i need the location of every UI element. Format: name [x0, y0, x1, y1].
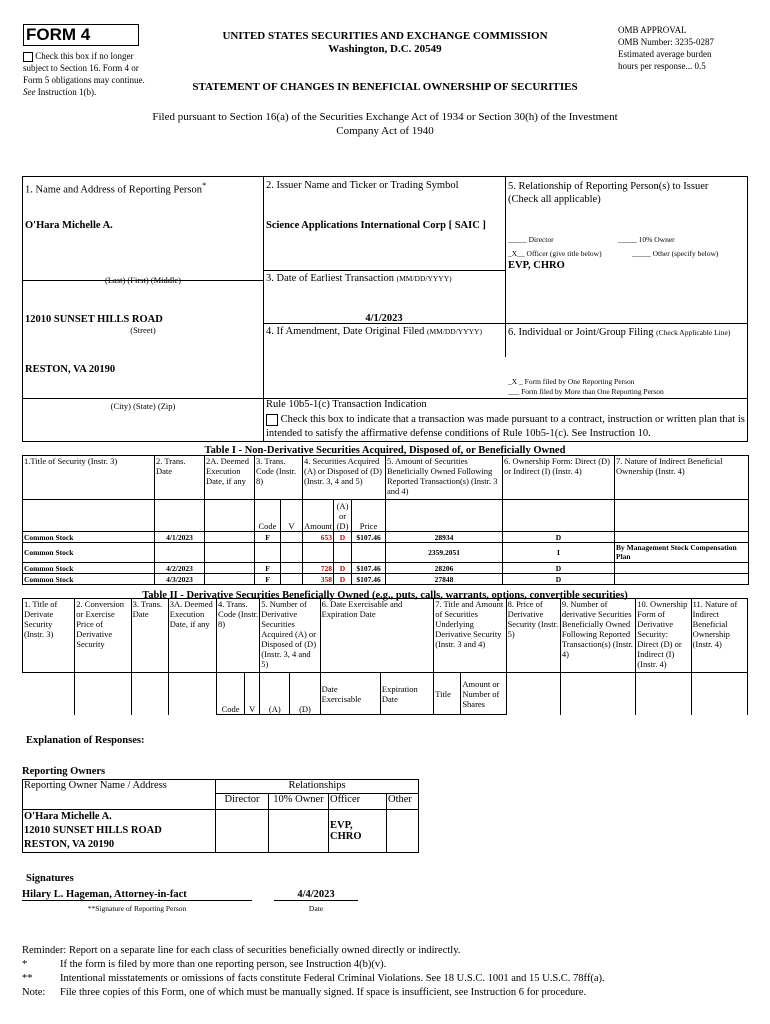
signature-date: 4/4/2023	[274, 889, 358, 901]
t2-h-deemed: 3A. Deemed Execution Date, if any	[168, 599, 216, 673]
t1-cell-v	[281, 574, 303, 585]
t1-cell-title: Common Stock	[23, 574, 155, 585]
t1-cell-code: F	[255, 532, 281, 543]
table2	[22, 598, 748, 715]
t2-h-date: 3. Trans. Date	[131, 599, 168, 673]
statement-title: STATEMENT OF CHANGES IN BENEFICIAL OWNERSHIP OF SECURITIES	[192, 81, 578, 93]
reporting-street: 12010 SUNSET HILLS ROAD	[25, 314, 163, 325]
box4-label-text: 4. If Amendment, Date Original Filed	[266, 326, 425, 337]
t1-cell-amount	[303, 543, 334, 563]
t1-cell-title: Common Stock	[23, 563, 155, 574]
date-caption: Date	[308, 904, 324, 913]
agency-location: Washington, D.C. 20549	[328, 43, 442, 55]
t2-h-number-owned: 9. Number of derivative Securities Beneficially Owned Following Reported Transaction(s) (Instr. 4)	[560, 599, 635, 673]
t1-cell-v	[281, 563, 303, 574]
reporting-person-name: O'Hara Michelle A.	[25, 220, 113, 231]
box6-label-text: 6. Individual or Joint/Group Filing	[508, 327, 654, 338]
top-boxes	[22, 176, 748, 442]
footer-star1: *	[22, 959, 28, 970]
box5-label2: (Check all applicable)	[508, 194, 601, 205]
t1-cell-amount: 358	[303, 574, 334, 585]
filed-by-more-option: ___ Form filed by More than One Reporting Person	[508, 387, 664, 396]
t2-h-title: 1. Title of Derivate Security (Instr. 3)	[23, 599, 75, 673]
t1-cell-deemed	[205, 543, 255, 563]
signatures-title: Signatures	[26, 873, 74, 884]
t1-cell-price: $107.46	[352, 532, 386, 543]
t2-sub-v: V	[245, 673, 260, 715]
table-row	[23, 563, 749, 574]
box3-label-small: (MM/DD/YYYY)	[396, 274, 452, 283]
street-caption: (Street)	[130, 325, 156, 335]
owner-row	[23, 810, 216, 853]
agency-name: UNITED STATES SECURITIES AND EXCHANGE COMMISSION	[222, 30, 548, 42]
signature-name: Hilary L. Hageman, Attorney-in-fact	[22, 889, 252, 901]
form-title: FORM 4	[23, 24, 139, 46]
rule-title: Rule 10b5-1(c) Transaction Indication	[266, 399, 427, 410]
t1-h-title: 1.Title of Security (Instr. 3)	[23, 456, 155, 500]
t2-h-code: 4. Trans. Code (Instr. 8)	[217, 599, 260, 673]
table1	[22, 455, 749, 585]
box3-label-text: 3. Date of Earliest Transaction	[266, 273, 395, 284]
omb-approval	[618, 24, 758, 72]
no-longer-subject-checkbox-text	[23, 50, 153, 98]
signature-caption: **Signature of Reporting Person	[87, 904, 187, 913]
t1-cell-deemed	[205, 563, 255, 574]
box6-label-small: (Check Applicable Line)	[656, 328, 731, 337]
t1-cell-ad	[334, 543, 352, 563]
t1-cell-title: Common Stock	[23, 532, 155, 543]
owners-title: Reporting Owners	[22, 766, 106, 777]
no-longer-subject-checkbox[interactable]	[23, 52, 33, 62]
t1-cell-nature	[615, 532, 749, 543]
t1-cell-form: I	[503, 543, 615, 563]
t1-h-deemed: 2A. Deemed Execution Date, if any	[205, 456, 255, 500]
t1-cell-price: $107.46	[352, 563, 386, 574]
t1-sub-amount: Amount	[303, 500, 334, 532]
footer-star2-text: Intentional misstatements or omissions of facts constitute Federal Criminal Violations. See 18 U.S.C. 1001 and 15 U.S.C. 78ff(a).	[60, 973, 605, 984]
footer-star1-text: If the form is filed by more than one reporting person, see Instruction 4(b)(v).	[60, 959, 387, 970]
t1-cell-amount: 728	[303, 563, 334, 574]
ten-pct-owner-option: _____ 10% Owner	[618, 235, 675, 244]
t1-cell-form: D	[503, 574, 615, 585]
box1-label	[25, 180, 206, 196]
t1-h-code: 3. Trans. Code (Instr. 8)	[255, 456, 303, 500]
issuer-name: Science Applications International Corp [ SAIC ]	[266, 220, 486, 231]
box4-label-small: (MM/DD/YYYY)	[426, 327, 482, 336]
t1-cell-owned: 2359.2051	[386, 543, 503, 563]
t1-cell-owned: 28206	[386, 563, 503, 574]
owners-col-ten: 10% Owner	[269, 794, 329, 810]
t2-h-exercisable: 6. Date Exercisable and Expiration Date	[320, 599, 434, 673]
t2-h-conversion: 2. Conversion or Exercise Price of Derivative Security	[75, 599, 131, 673]
table-row	[23, 532, 749, 543]
filed-pursuant: Filed pursuant to Section 16(a) of the Securities Exchange Act of 1934 or Section 30(h) of the Investment Company Act of 1940	[152, 111, 618, 137]
t2-sub-code: Code	[217, 673, 245, 715]
t2-h-number: 5. Number of Derivative Securities Acquired (A) or Disposed of (D) (Instr. 3, 4 and 5)	[260, 599, 320, 673]
t1-cell-v	[281, 543, 303, 563]
t1-cell-owned: 27848	[386, 574, 503, 585]
t1-cell-price: $107.46	[352, 574, 386, 585]
t1-cell-price	[352, 543, 386, 563]
table1-title: Table I - Non-Derivative Securities Acquired, Disposed of, or Beneficially Owned	[204, 445, 566, 456]
box5-label	[508, 180, 746, 206]
t1-sub-code: Code	[255, 500, 281, 532]
owners-table	[22, 779, 419, 853]
t1-cell-ad: D	[334, 532, 352, 543]
t2-h-price: 8. Price of Derivative Security (Instr. 5)	[506, 599, 560, 673]
name-caption: (Last) (First) (Middle)	[104, 275, 181, 285]
owners-col-other: Other	[387, 794, 419, 810]
omb-line: OMB APPROVAL	[618, 25, 687, 35]
reminder: Reminder: Report on a separate line for each class of securities beneficially owned directly or indirectly.	[22, 945, 461, 956]
t1-cell-deemed	[205, 532, 255, 543]
t1-cell-deemed	[205, 574, 255, 585]
box4-label	[266, 326, 482, 337]
t1-cell-nature: By Management Stock Compensation Plan	[615, 543, 749, 563]
footer-star2: **	[22, 973, 33, 984]
t1-cell-nature	[615, 563, 749, 574]
t1-cell-title: Common Stock	[23, 543, 155, 563]
t1-sub-price: Price	[352, 500, 386, 532]
rule-text-block	[266, 413, 746, 441]
table2-title: Table II - Derivative Securities Beneficially Owned (e.g., puts, calls, warrants, options, convertible securities)	[142, 590, 628, 601]
officer-option: _X__ Officer (give title below)	[508, 249, 602, 258]
t1-cell-amount: 653	[303, 532, 334, 543]
t1-cell-ad: D	[334, 574, 352, 585]
owners-col-name: Reporting Owner Name / Address	[23, 780, 216, 810]
owners-col-officer: Officer	[329, 794, 387, 810]
t1-cell-form: D	[503, 532, 615, 543]
owners-col-rel: Relationships	[216, 780, 419, 794]
t1-cell-date	[155, 543, 205, 563]
checkbox-instr: Instruction 1(b).	[37, 87, 97, 97]
reporting-city: RESTON, VA 20190	[25, 364, 116, 375]
t1-h-owned: 5. Amount of Securities Beneficially Owned Following Reported Transaction(s) (Instr. 3 and 4)	[386, 456, 503, 500]
t1-h-nature: 7. Nature of Indirect Beneficial Ownership (Instr. 4)	[615, 456, 749, 500]
box1-star: *	[202, 180, 207, 190]
box6-label	[508, 326, 746, 339]
t2-sub-d: (D)	[290, 673, 320, 715]
table-row	[23, 543, 749, 563]
t1-h-form: 6. Ownership Form: Direct (D) or Indirect (I) (Instr. 4)	[503, 456, 615, 500]
t1-cell-owned: 28934	[386, 532, 503, 543]
omb-line: OMB Number: 3235-0287	[618, 37, 714, 47]
t1-cell-code: F	[255, 563, 281, 574]
rule-checkbox[interactable]	[266, 414, 278, 426]
t1-h-acquired: 4. Securities Acquired (A) or Disposed of (D) (Instr. 3, 4 and 5)	[303, 456, 386, 500]
t1-cell-nature	[615, 574, 749, 585]
t2-sub-exp: Expiration Date	[380, 673, 433, 715]
box5-label-text: 5. Relationship of Reporting Person(s) to Issuer	[508, 181, 709, 192]
city-caption: (City) (State) (Zip)	[110, 401, 176, 411]
t1-sub-aord: (A) or (D)	[334, 500, 352, 532]
t2-sub-title: Title	[434, 673, 461, 715]
owners-col-director: Director	[216, 794, 269, 810]
t1-cell-date: 4/1/2023	[155, 532, 205, 543]
t1-cell-date: 4/3/2023	[155, 574, 205, 585]
owner-officer: EVP, CHRO	[329, 810, 387, 853]
footer-note-text: File three copies of this Form, one of which must be manually signed. If space is insufficient, see Instruction 6 for procedure.	[60, 987, 587, 998]
t1-cell-code: F	[255, 574, 281, 585]
checkbox-see: See	[23, 87, 36, 97]
t2-sub-date-ex: Date Exercisable	[320, 673, 380, 715]
t2-h-nature: 11. Nature of Indirect Beneficial Ownership (Instr. 4)	[691, 599, 747, 673]
officer-title: EVP, CHRO	[508, 260, 565, 271]
owner-name: O'Hara Michelle A.	[24, 811, 112, 822]
filed-by-one-option: _X _ Form filed by One Reporting Person	[508, 377, 635, 386]
t1-h-date: 2. Trans. Date	[155, 456, 205, 500]
t1-cell-ad: D	[334, 563, 352, 574]
other-option: _____ Other (specify below)	[632, 249, 719, 258]
t1-cell-date: 4/2/2023	[155, 563, 205, 574]
box3-label	[266, 273, 452, 284]
t1-sub-v: V	[281, 500, 303, 532]
t2-sub-amount: Amount or Number of Shares	[461, 673, 506, 715]
box1-label-text: 1. Name and Address of Reporting Person	[25, 184, 203, 196]
t1-cell-code	[255, 543, 281, 563]
checkbox-text: Check this box if no longer subject to Section 16. Form 4 or Form 5 obligations may continue.	[23, 51, 145, 85]
t1-cell-v	[281, 532, 303, 543]
t2-h-underlying: 7. Title and Amount of Securities Underlying Derivative Security (Instr. 3 and 4)	[434, 599, 506, 673]
omb-line: hours per response... 0.5	[618, 61, 706, 71]
owner-city: RESTON, VA 20190	[24, 839, 115, 850]
owner-street: 12010 SUNSET HILLS ROAD	[24, 825, 162, 836]
t2-h-ownership-form: 10. Ownership Form of Derivative Security: Direct (D) or Indirect (I) (Instr. 4)	[636, 599, 691, 673]
table-row	[23, 574, 749, 585]
footer-note: Note:	[22, 987, 46, 998]
earliest-transaction-date: 4/1/2023	[365, 313, 403, 324]
footer	[22, 944, 752, 1000]
explanation-heading: Explanation of Responses:	[26, 735, 145, 746]
t2-sub-a: (A)	[260, 673, 290, 715]
t1-cell-form: D	[503, 563, 615, 574]
omb-line: Estimated average burden	[618, 49, 712, 59]
box2-label: 2. Issuer Name and Ticker or Trading Symbol	[266, 180, 459, 191]
rule-text: Check this box to indicate that a transaction was made pursuant to a contract, instruction or written plan that is intended to satisfy the affirmative defense conditions of Rule 10b5-1(c). See Instruction 10.	[266, 414, 745, 439]
director-option: _____ Director	[508, 235, 554, 244]
